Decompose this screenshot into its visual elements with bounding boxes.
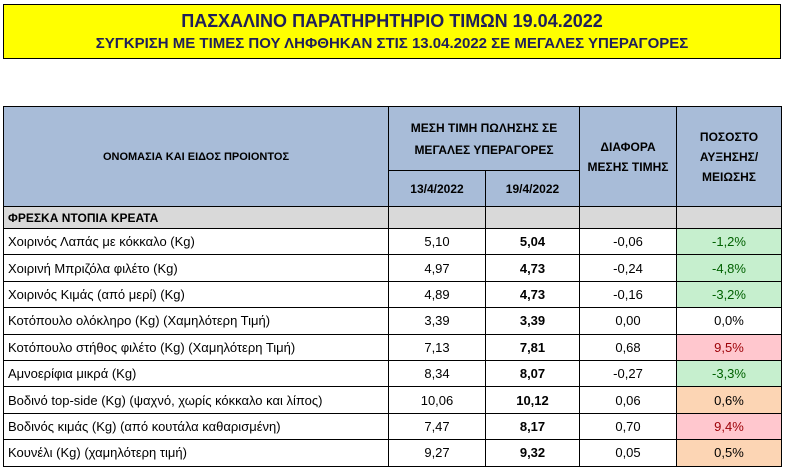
header-percent-change: ΠΟΣΟΣΤΟ ΑΥΞΗΣΗΣ/ ΜΕΙΩΣΗΣ (677, 107, 782, 207)
section-cell (580, 207, 677, 229)
price-table (3, 106, 782, 467)
price-difference-cell: -0,27 (580, 360, 677, 386)
price-19-04-cell: 10,12 (486, 387, 580, 413)
price-19-04-cell: 3,39 (486, 308, 580, 334)
price-19-04-cell: 7,81 (486, 334, 580, 360)
price-difference-cell: -0,16 (580, 281, 677, 307)
product-name-cell: Κουνέλι (Kg) (χαμηλότερη τιμή) (4, 440, 389, 466)
price-13-04-cell: 7,13 (389, 334, 486, 360)
price-difference-cell: -0,06 (580, 229, 677, 255)
percent-change-cell: 9,4% (677, 413, 782, 439)
percent-change-cell: 0,5% (677, 440, 782, 466)
price-13-04-cell: 4,89 (389, 281, 486, 307)
price-13-04-cell: 9,27 (389, 440, 486, 466)
table-row (4, 387, 782, 413)
price-difference-cell: 0,06 (580, 387, 677, 413)
table-row (4, 229, 782, 255)
price-difference-cell: 0,05 (580, 440, 677, 466)
price-19-04-cell: 8,17 (486, 413, 580, 439)
page-subtitle: ΣΥΓΚΡΙΣΗ ΜΕ ΤΙΜΕΣ ΠΟΥ ΛΗΦΘΗΚΑΝ ΣΤΙΣ 13.04.2022 ΣΕ ΜΕΓΑΛΕΣ ΥΠΕΡΑΓΟΡΕΣ (95, 35, 689, 52)
section-cell (389, 207, 486, 229)
price-difference-cell: 0,70 (580, 413, 677, 439)
percent-change-cell: 0,0% (677, 308, 782, 334)
table-row (4, 308, 782, 334)
table-row (4, 413, 782, 439)
product-name-cell: Βοδινός κιμάς (Kg) (από κουτάλα καθαρισμένη) (4, 413, 389, 439)
percent-change-cell: -1,2% (677, 229, 782, 255)
table-row (4, 281, 782, 307)
title-banner (3, 4, 781, 59)
price-difference-cell: 0,68 (580, 334, 677, 360)
header-date-2: 19/4/2022 (486, 171, 580, 207)
product-name-cell: Κοτόπουλο στήθος φιλέτο (Kg) (Χαμηλότερη Τιμή) (4, 334, 389, 360)
percent-change-cell: 0,6% (677, 387, 782, 413)
price-13-04-cell: 3,39 (389, 308, 486, 334)
section-label: ΦΡΕΣΚΑ ΝΤΟΠΙΑ ΚΡΕΑΤΑ (4, 207, 389, 229)
percent-change-cell: 9,5% (677, 334, 782, 360)
price-19-04-cell: 4,73 (486, 281, 580, 307)
section-cell (677, 207, 782, 229)
percent-change-cell: -4,8% (677, 255, 782, 281)
product-name-cell: Χοιρινός Κιμάς (από μερί) (Kg) (4, 281, 389, 307)
price-13-04-cell: 10,06 (389, 387, 486, 413)
table-row (4, 440, 782, 466)
price-difference-cell: -0,24 (580, 255, 677, 281)
product-name-cell: Αμνοερίφια μικρά (Kg) (4, 360, 389, 386)
section-row (4, 207, 782, 229)
product-name-cell: Κοτόπουλο ολόκληρο (Kg) (Χαμηλότερη Τιμή) (4, 308, 389, 334)
section-cell (486, 207, 580, 229)
price-19-04-cell: 9,32 (486, 440, 580, 466)
price-19-04-cell: 5,04 (486, 229, 580, 255)
header-avg-price: ΜΕΣΗ ΤΙΜΗ ΠΩΛΗΣΗΣ ΣΕ ΜΕΓΑΛΕΣ ΥΠΕΡΑΓΟΡΕΣ (389, 107, 580, 171)
header-price-difference: ΔΙΑΦΟΡΑ ΜΕΣΗΣ ΤΙΜΗΣ (580, 107, 677, 207)
price-13-04-cell: 4,97 (389, 255, 486, 281)
table-row (4, 360, 782, 386)
price-19-04-cell: 4,73 (486, 255, 580, 281)
price-19-04-cell: 8,07 (486, 360, 580, 386)
price-13-04-cell: 8,34 (389, 360, 486, 386)
price-13-04-cell: 7,47 (389, 413, 486, 439)
header-product-name: ΟΝΟΜΑΣΙΑ ΚΑΙ ΕΙΔΟΣ ΠΡΟΙΟΝΤΟΣ (4, 107, 389, 207)
percent-change-cell: -3,2% (677, 281, 782, 307)
header-date-1: 13/4/2022 (389, 171, 486, 207)
product-name-cell: Βοδινό top-side (Kg) (ψαχνό, χωρίς κόκκαλο και λίπος) (4, 387, 389, 413)
percent-change-cell: -3,3% (677, 360, 782, 386)
table-row (4, 334, 782, 360)
price-difference-cell: 0,00 (580, 308, 677, 334)
page-title: ΠΑΣΧΑΛΙΝΟ ΠΑΡΑΤΗΡΗΤΗΡΙΟ ΤΙΜΩΝ 19.04.2022 (181, 11, 603, 31)
table-row (4, 255, 782, 281)
product-name-cell: Χοιρινή Μπριζόλα φιλέτο (Kg) (4, 255, 389, 281)
price-13-04-cell: 5,10 (389, 229, 486, 255)
product-name-cell: Χοιρινός Λαπάς με κόκκαλο (Kg) (4, 229, 389, 255)
